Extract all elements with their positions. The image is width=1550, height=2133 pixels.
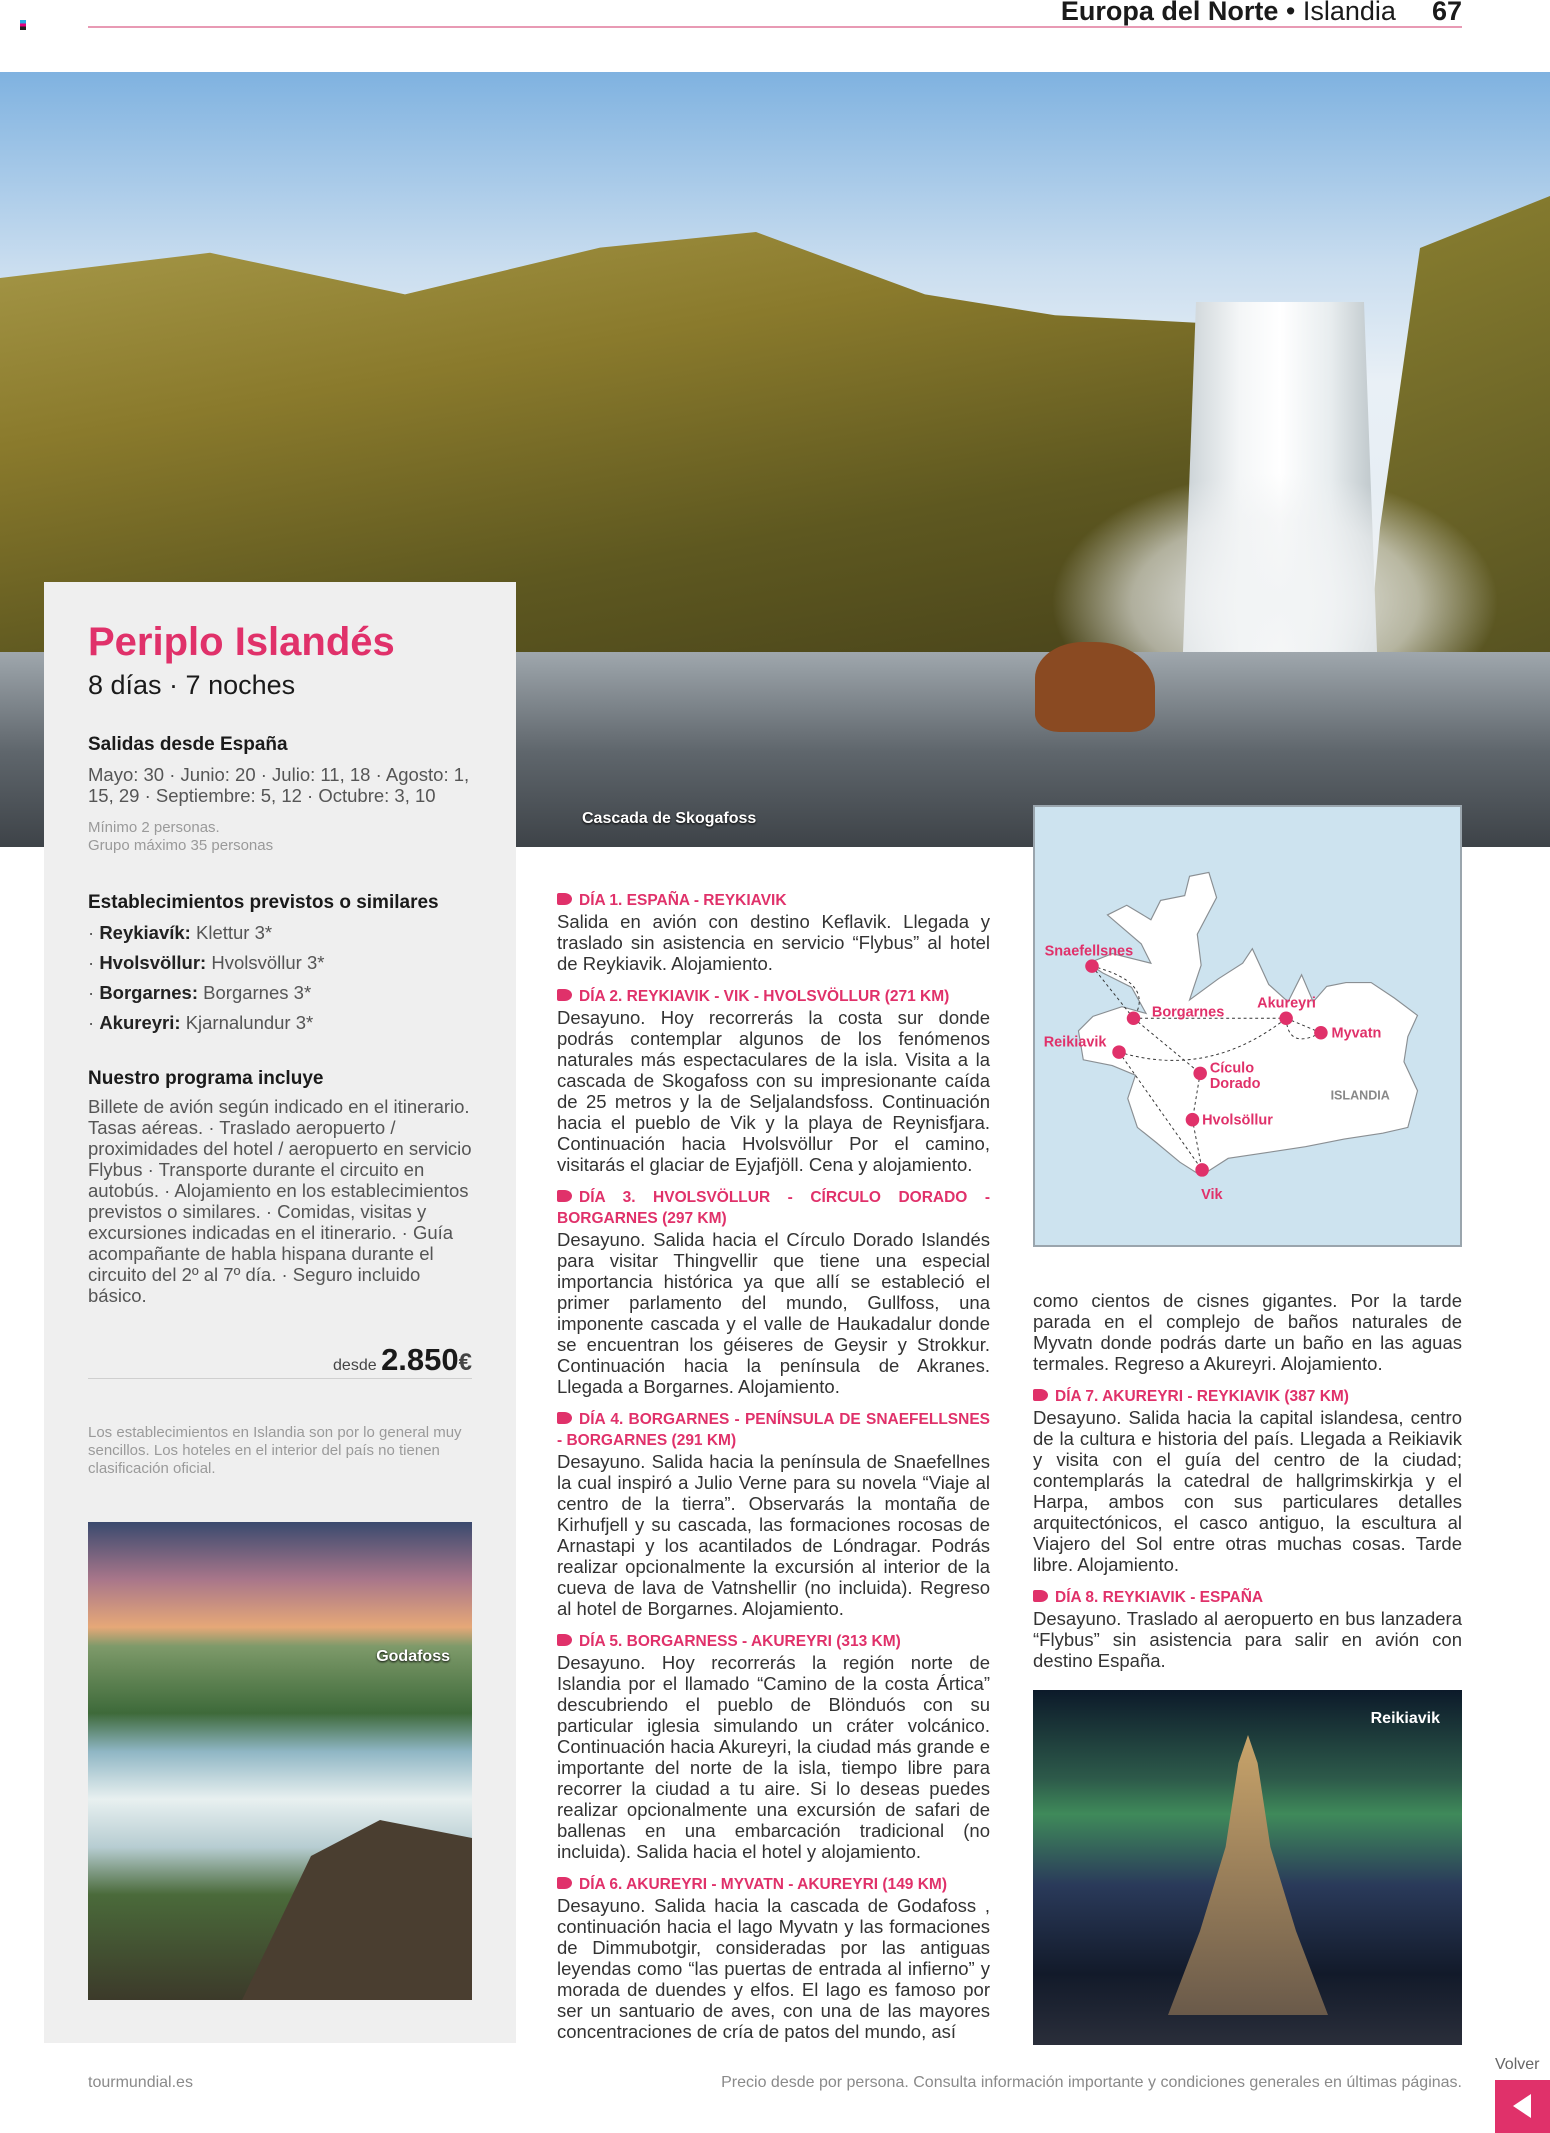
footer-site[interactable]: tourmundial.es	[88, 2074, 193, 2091]
hotel-item: · Hvolsvöllur: Hvolsvöllur 3*	[88, 952, 325, 973]
map-label: Borgarnes	[1151, 1004, 1225, 1021]
group-min: Mínimo 2 personas.	[88, 819, 220, 836]
day-title: DÍA 5. BORGARNESS - AKUREYRI (313 KM)	[579, 1633, 901, 1650]
hotel-city: Borgarnes:	[99, 982, 199, 1003]
stop-hvolsollur	[1186, 1113, 1200, 1127]
hotel-item: · Reykiavík: Klettur 3*	[88, 922, 273, 943]
section-title: Europa del Norte	[1060, 0, 1279, 26]
day-title: DÍA 4. BORGARNES - PENÍNSULA DE SNAEFELLSNES - BORGARNES (291 KM)	[557, 1411, 990, 1449]
itinerary-day	[557, 1409, 990, 1619]
map-label: Snaefellsnes	[1044, 943, 1134, 960]
stop-vik	[1195, 1163, 1209, 1177]
includes-heading: Nuestro programa incluye	[88, 1068, 324, 1089]
photo-caption: Reikiavik	[1370, 1710, 1440, 1727]
itinerary-day	[1033, 1587, 1462, 1671]
hotel-name: Hvolsvöllur 3*	[211, 952, 325, 973]
stop-akureyri	[1279, 1012, 1293, 1026]
itinerary-day	[1033, 1386, 1462, 1575]
bullet-icon	[557, 989, 572, 1001]
hotels-note: Los establecimientos en Islandia son por lo general muy sencillos. Los hoteles en el interior del país no tienen clasificación oficial.	[88, 1424, 462, 1477]
hero-caption: Cascada de Skogafoss	[582, 810, 757, 827]
hotels-heading: Establecimientos previstos o similares	[88, 892, 439, 913]
arrow-left-icon	[1513, 2094, 1531, 2118]
day-title: DÍA 8. REYKIAVIK - ESPAÑA	[1055, 1589, 1264, 1606]
departures	[88, 734, 472, 806]
group-size	[88, 819, 273, 855]
day-text: Desayuno. Salida hacia la cascada de Godafoss , continuación hacia el lago Myvatn y las formaciones de Dimmubotgir, consideradas por las antiguas leyendas como “las puertas de entrada al infierno” y morada de duendes y elfos. El lago es famoso por ser un santuario de aves, con una de las mayores concentraciones de cría de patos del mundo, así	[557, 1895, 990, 2042]
stop-circulo-dorado	[1193, 1067, 1207, 1081]
bullet-icon	[557, 1190, 572, 1202]
itinerary-day	[557, 986, 990, 1175]
day-title: DÍA 1. ESPAÑA - REYKIAVIK	[579, 892, 787, 909]
photo-reikiavik	[1033, 1690, 1462, 2045]
hotel-name: Borgarnes 3*	[203, 982, 312, 1003]
hotel-city: Hvolsvöllur:	[99, 952, 207, 973]
itinerary-column-right	[1033, 1290, 1462, 1683]
price-divider	[88, 1378, 472, 1379]
map-country-label: ISLANDIA	[1330, 1088, 1390, 1103]
bullet-icon	[1033, 1389, 1048, 1401]
iceland-outline	[1078, 872, 1417, 1175]
map-label: Hvolsöllur	[1202, 1112, 1273, 1129]
includes-text: Billete de avión según indicado en el itinerario. Tasas aéreas. · Traslado aeropuerto / proximidades del hotel / aeropuerto en servicio Flybus · Transporte durante el circuito en autobús. · Alojamiento en los establecimientos previstos o similares. · Comidas, visitas y excursiones indicadas en el itinerario. · Guía acompañante de habla hispana durante el circuito del 2º al 7º día. · Seguro incluido básico.	[88, 1096, 472, 1306]
stop-borgarnes	[1127, 1012, 1141, 1026]
bullet-icon	[557, 1634, 572, 1646]
day-title: DÍA 2. REYKIAVIK - VIK - HVOLSVÖLLUR (271 KM)	[579, 988, 950, 1005]
print-color-marks	[20, 20, 26, 30]
photo-godafoss	[88, 1522, 472, 2000]
itinerary-day	[557, 1631, 990, 1862]
bullet-icon	[1033, 1590, 1048, 1602]
day-text-continued: como cientos de cisnes gigantes. Por la tarde parada en el complejo de baños naturales de Myvatn donde podrás darte un baño en las aguas termales. Regreso a Akureyri. Alojamiento.	[1033, 1290, 1462, 1374]
map-label: Vik	[1201, 1186, 1223, 1203]
page-number: 67	[1431, 0, 1462, 26]
trip-duration: 8 días · 7 noches	[88, 670, 296, 700]
stop-snaefellsnes	[1085, 959, 1099, 973]
group-max: Grupo máximo 35 personas	[88, 837, 274, 854]
photo-caption: Godafoss	[376, 1648, 450, 1665]
back-button[interactable]	[1495, 2080, 1550, 2133]
map-label: Cículo	[1209, 1060, 1255, 1077]
church	[1168, 1735, 1328, 2015]
hotels	[88, 892, 439, 1034]
hotel-item: · Borgarnes: Borgarnes 3*	[88, 982, 312, 1003]
departures-heading: Salidas desde España	[88, 734, 288, 755]
itinerary-day	[557, 890, 990, 974]
map-label: Myvatn	[1331, 1025, 1382, 1042]
map-label: Dorado	[1209, 1075, 1261, 1092]
itinerary-day	[557, 1874, 990, 2042]
departures-dates: Mayo: 30 · Junio: 20 · Julio: 11, 18 · Agosto: 1, 15, 29 · Septiembre: 5, 12 · Octubre: 3, 10	[88, 764, 470, 806]
day-text: Desayuno. Traslado al aeropuerto en bus lanzadera “Flybus” sin asistencia para salir en avión con destino España.	[1033, 1608, 1462, 1671]
itinerary-column	[557, 890, 990, 2054]
horse	[1035, 642, 1155, 732]
stop-myvatn	[1314, 1026, 1328, 1040]
day-text: Salida en avión con destino Keflavik. Llegada y traslado sin asistencia en servicio “Flybus” al hotel de Reykiavik. Alojamiento.	[557, 911, 990, 974]
price-prefix: desde	[333, 1357, 377, 1374]
footer-disclaimer: Precio desde por persona. Consulta información importante y condiciones generales en últimas páginas.	[721, 2074, 1462, 2091]
hotel-name: Klettur 3*	[196, 922, 273, 943]
includes	[88, 1068, 472, 1306]
route-map	[1033, 805, 1462, 1247]
back-label[interactable]: Volver	[1495, 2056, 1540, 2073]
day-text: Desayuno. Salida hacia la península de Snaefellnes la cual inspiró a Julio Verne para su novela “Viaje al centro de la tierra”. Observarás la montaña de Kirhufjell y su cascada, las formaciones rocosas de Arnastapi y los acantilados de Lóndragar. Podrás realizar opcionalmente la excursión al interior de la cueva de lava de Vatnshellir (no incluida). Regreso al hotel de Borgarnes. Alojamiento.	[557, 1451, 990, 1619]
map-label: Reikiavik	[1043, 1034, 1107, 1051]
rocks	[242, 1820, 472, 2000]
bullet-icon	[557, 1412, 572, 1424]
day-title: DÍA 7. AKUREYRI - REYKIAVIK (387 KM)	[1055, 1388, 1349, 1405]
bullet-icon	[557, 1877, 572, 1889]
day-title: DÍA 6. AKUREYRI - MYVATN - AKUREYRI (149 KM)	[579, 1876, 948, 1893]
header-divider	[88, 26, 1462, 28]
day-text: Desayuno. Salida hacia el Círculo Dorado Islandés para visitar Thingvellir que tiene una especial importancia histórica ya que allí se estableció el primer parlamento del mundo, Gullfoss, una imponente cascada y el valle de Haukadalur donde se encuentran los géiseres de Geysir y Strokkur. Continuación hacia la península de Akranes. Llegada a Borgarnes. Alojamiento.	[557, 1229, 990, 1397]
trip-title: Periplo Islandés	[88, 620, 395, 664]
price-currency: €	[458, 1349, 472, 1376]
day-text: Desayuno. Hoy recorrerás la costa sur donde podrás contemplar algunos de los fenómenos naturales más espectaculares de la isla. Visita a la cascada de Skogafoss con su impresionante caída de 25 metros y la de Seljalandsfoss. Continuación hacia el pueblo de Vik y la playa de Reynisfjara. Continuación hacia Hvolsvöllur Por el camino, visitarás el glaciar de Eyjafjöll. Cena y alojamiento.	[557, 1007, 990, 1175]
iceland-map	[1035, 807, 1460, 1245]
itinerary-day	[557, 1187, 990, 1397]
day-title: DÍA 3. HVOLSVÖLLUR - CÍRCULO DORADO - BORGARNES (297 KM)	[557, 1189, 990, 1227]
hotel-name: Kjarnalundur 3*	[185, 1012, 314, 1033]
hotel-item: · Akureyri: Kjarnalundur 3*	[88, 1012, 314, 1033]
day-text: Desayuno. Hoy recorrerás la región norte de Islandia por el llamado “Camino de la costa Ártica” descubriendo el pueblo de Blönduós con su particular iglesia simulando un cráter volcánico. Continuación hacia Akureyri, la ciudad más grande e importante del norte de la isla, tiempo libre para recorrer la ciudad a tu aire. Si lo deseas puedes realizar opcionalmente una excursión de safari de ballenas en una embarcación tradicional (no incluida). Salida hacia el hotel y alojamiento.	[557, 1652, 990, 1862]
price	[333, 1342, 472, 1378]
page-header	[1061, 0, 1462, 27]
day-text: Desayuno. Salida hacia la capital islandesa, centro de la cultura e historia del país. Llegada a Reikiavik y visita con el guía del centro de la ciudad; contemplarás la catedral de hallgrimskirkja y el Harpa, ambos con sus particulares detalles arquitectónicos, el casco antiguo, la escultura al Viajero del Sol entre otras muchas cosas. Tarde libre. Alojamiento.	[1033, 1407, 1462, 1575]
price-amount: 2.850	[381, 1342, 459, 1377]
hotel-city: Akureyri:	[99, 1012, 181, 1033]
stop-reikiavik	[1112, 1045, 1126, 1059]
country-name: Islandia	[1302, 0, 1396, 26]
map-label: Akureyri	[1257, 995, 1316, 1012]
bullet-icon	[557, 893, 572, 905]
separator: •	[1285, 0, 1296, 26]
hotel-city: Reykiavík:	[99, 922, 191, 943]
